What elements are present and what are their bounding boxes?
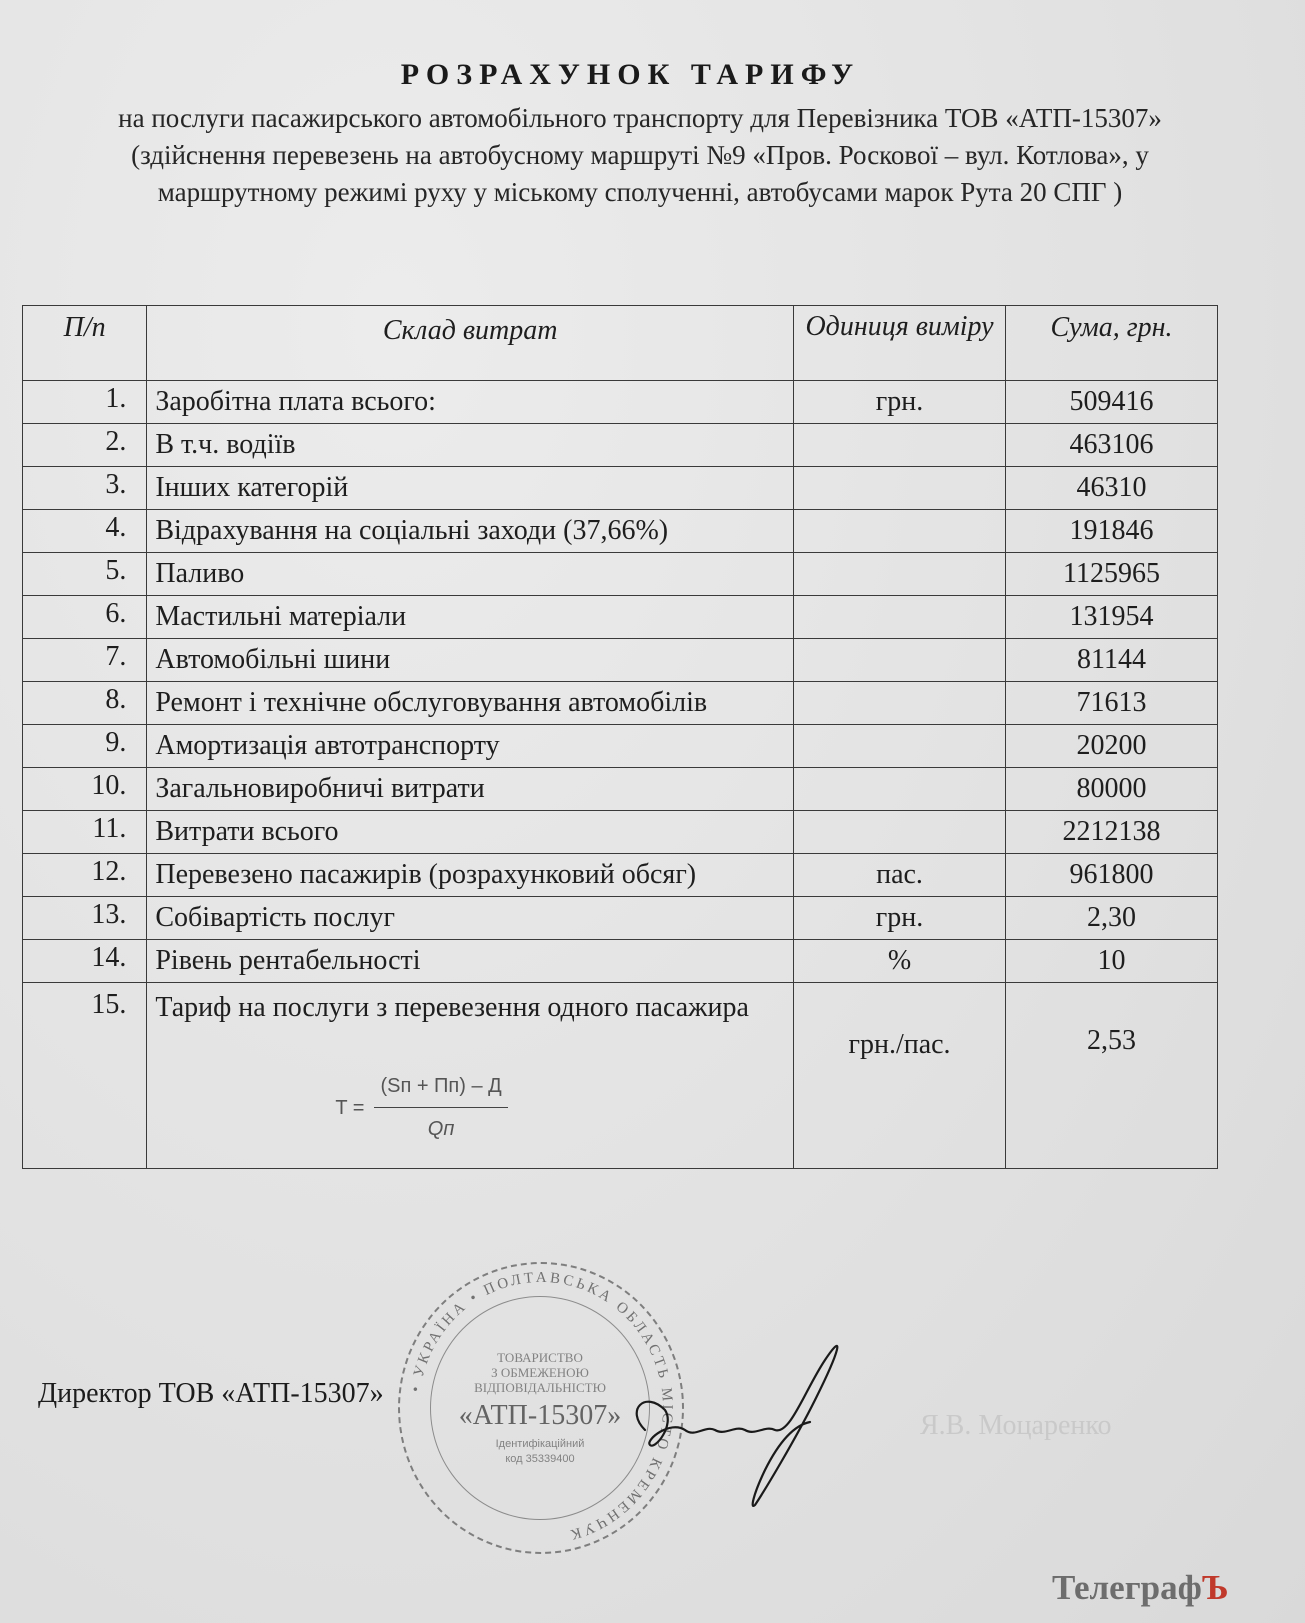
row-sum: 131954 [1006, 596, 1218, 639]
stamp-company: «АТП-15307» [458, 1399, 622, 1431]
svg-text:• УКРАЇНА • ПОЛТАВСЬКА ОБЛАСТЬ: • УКРАЇНА • ПОЛТАВСЬКА ОБЛАСТЬ МІСТО КРЕМЕНЧУК [407, 1269, 676, 1543]
row-unit [794, 553, 1006, 596]
table-row [23, 725, 1218, 768]
formula-denominator: Qп [427, 1118, 455, 1140]
row-num: 8. [23, 682, 147, 725]
row-num: 4. [23, 510, 147, 553]
row-sum: 2,30 [1006, 897, 1218, 940]
row-num: 14. [23, 940, 147, 983]
table-row [23, 940, 1218, 983]
row-sum: 10 [1006, 940, 1218, 983]
row-sum: 463106 [1006, 424, 1218, 467]
row-unit [794, 725, 1006, 768]
table-row [23, 553, 1218, 596]
row-name: Тариф на послуги з перевезення одного пасажира [155, 992, 749, 1023]
row-num: 12. [23, 854, 147, 897]
formula-lhs: T = [335, 1096, 365, 1119]
formula-numerator: (Sп + Пп) – Д [374, 1067, 507, 1108]
row-num: 3. [23, 467, 147, 510]
row-num: 2. [23, 424, 147, 467]
row-unit [794, 768, 1006, 811]
row-name: Перевезено пасажирів (розрахунковий обсяг) [147, 854, 794, 897]
table-row [23, 854, 1218, 897]
tariff-table [22, 305, 1218, 1169]
table-row [23, 897, 1218, 940]
row-sum: 191846 [1006, 510, 1218, 553]
row-unit [794, 596, 1006, 639]
table-row [23, 639, 1218, 682]
row-num: 11. [23, 811, 147, 854]
table-row [23, 381, 1218, 424]
director-label: Директор ТОВ «АТП-15307» [38, 1378, 384, 1409]
row-name: Амортизація автотранспорту [147, 725, 794, 768]
stamp-line3: ВІДПОВІДАЛЬНІСТЮ [474, 1379, 606, 1395]
row-sum: 961800 [1006, 854, 1218, 897]
row-num: 5. [23, 553, 147, 596]
document-subtitle: на послуги пасажирського автомобільного транспорту для Перевізника ТОВ «АТП-15307» (здійснення перевезень на автобусному маршруті №9 «Пров. Роскової – вул. Котлова», у маршрутному режимі руху у міському сполученні, автобусами марок Рута 20 СПГ ) [118, 103, 1162, 207]
row-sum: 2,53 [1006, 983, 1218, 1169]
row-sum: 2212138 [1006, 811, 1218, 854]
row-unit [794, 467, 1006, 510]
row-sum: 71613 [1006, 682, 1218, 725]
row-sum: 81144 [1006, 639, 1218, 682]
document-title: РОЗРАХУНОК ТАРИФУ [400, 58, 861, 91]
row-name: Рівень рентабельності [147, 940, 794, 983]
telegraf-watermark [1052, 1568, 1229, 1608]
row-name: Автомобільні шини [147, 639, 794, 682]
row-unit: грн./пас. [794, 983, 1006, 1169]
table-row [23, 768, 1218, 811]
row-name: Загальновиробничі витрати [147, 768, 794, 811]
row-name: Витрати всього [147, 811, 794, 854]
table-row [23, 811, 1218, 854]
row-name: Паливо [147, 553, 794, 596]
header-unit: Одиниця виміру [794, 306, 1006, 381]
table-row [23, 510, 1218, 553]
row-num: 6. [23, 596, 147, 639]
row-sum: 1125965 [1006, 553, 1218, 596]
header-sum: Сума, грн. [1006, 306, 1218, 381]
row-num: 7. [23, 639, 147, 682]
row-num: 15. [23, 983, 147, 1169]
row-unit [794, 811, 1006, 854]
row-name: Інших категорій [147, 467, 794, 510]
stamp-id-label: Ідентифікаційний [495, 1437, 585, 1450]
row-num: 13. [23, 897, 147, 940]
row-num: 10. [23, 768, 147, 811]
stamp-id-code: код 35339400 [505, 1452, 575, 1465]
table-row [23, 467, 1218, 510]
formula-fraction [374, 1067, 507, 1148]
row-name: Заробітна плата всього: [147, 381, 794, 424]
row-name: Собівартість послуг [147, 897, 794, 940]
row-name: Ремонт і технічне обслуговування автомобілів [147, 682, 794, 725]
header-num: П/п [23, 306, 147, 381]
row-unit [794, 682, 1006, 725]
row-unit [794, 639, 1006, 682]
row-unit: грн. [794, 897, 1006, 940]
signed-name: Я.В. Моцаренко [920, 1410, 1112, 1441]
watermark-accent: Ъ [1201, 1568, 1229, 1607]
row-sum: 80000 [1006, 768, 1218, 811]
stamp-line2: З ОБМЕЖЕНОЮ [491, 1364, 589, 1380]
row-name: Мастильні матеріали [147, 596, 794, 639]
table-row [23, 682, 1218, 725]
row-name: В т.ч. водіїв [147, 424, 794, 467]
table-row [23, 596, 1218, 639]
row-unit: грн. [794, 381, 1006, 424]
table-row [23, 424, 1218, 467]
row-unit: пас. [794, 854, 1006, 897]
row-name: Відрахування на соціальні заходи (37,66%) [147, 510, 794, 553]
row-name-cell [147, 983, 794, 1169]
table-row-tariff [23, 983, 1218, 1169]
row-num: 1. [23, 381, 147, 424]
header-name: Склад витрат [147, 306, 794, 381]
row-sum: 46310 [1006, 467, 1218, 510]
row-unit: % [794, 940, 1006, 983]
row-sum: 20200 [1006, 725, 1218, 768]
row-unit [794, 510, 1006, 553]
stamp-line1: ТОВАРИСТВО [497, 1349, 583, 1365]
tariff-formula [335, 1067, 785, 1148]
row-unit [794, 424, 1006, 467]
row-num: 9. [23, 725, 147, 768]
signature-icon [615, 1330, 845, 1510]
table-header-row [23, 306, 1218, 381]
watermark-text: Телеграф [1052, 1568, 1202, 1607]
row-sum: 509416 [1006, 381, 1218, 424]
